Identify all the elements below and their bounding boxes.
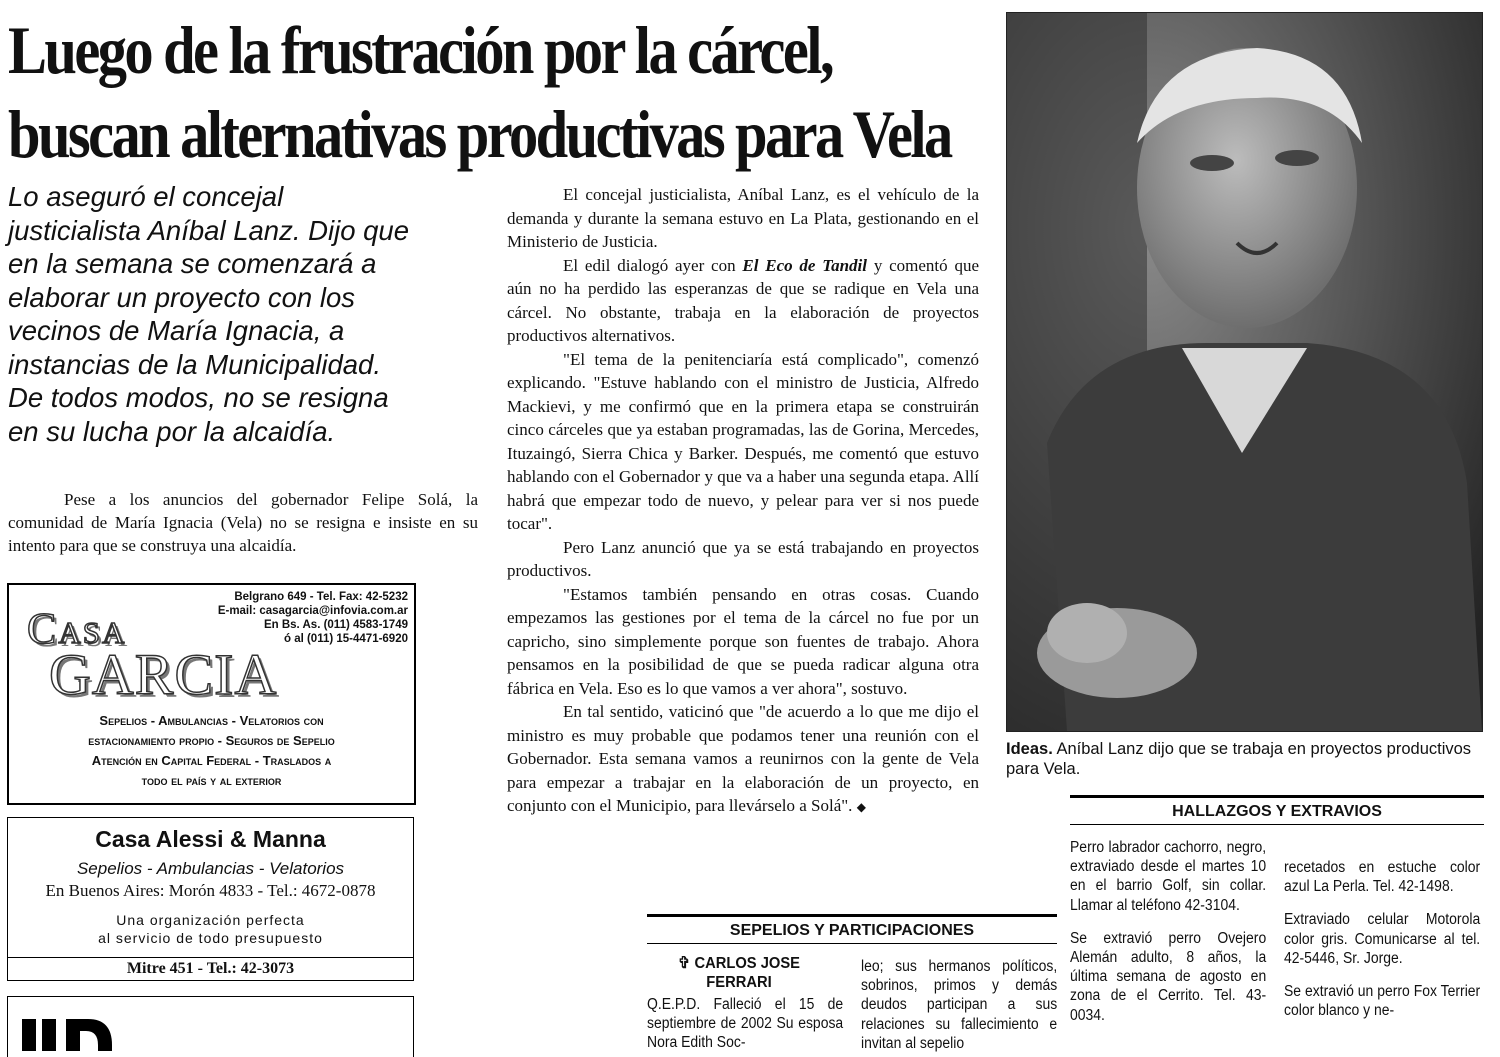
caption-label: Ideas. — [1006, 740, 1053, 758]
address-line: E-mail: casagarcia@infovia.com.ar — [217, 605, 408, 617]
lede-line: en su lucha por la alcaidía. — [8, 415, 336, 447]
article-paragraph: Pero Lanz anunció que ya se está trabajando en proyectos productivos. — [507, 537, 979, 580]
section-rule — [647, 943, 1057, 944]
cross-icon: ✞ — [678, 955, 691, 972]
lede-line: Lo aseguró el concejal — [8, 181, 284, 212]
article-paragraph: "El tema de la penitenciaría está complicado", comenzó explicando. "Estuve hablando con el ministro de Justicia, Alfredo Mackievi, y me confirmó que en la primera etapa se construirán cinco cárceles que ya estaban programadas, las de Gorina, Mercedes, Ituzaingó, Sierra Chica y Barker. Después, me comentó que estuvo hablando con el Gobernador y que va a haber una segunda etapa. Allí habrá que empezar todo de nuevo, y pelear para ver si nos puede tocar". — [507, 349, 979, 533]
lede — [8, 180, 488, 448]
obituary-col-1: Q.E.P.D. Falleció el 15 de septiembre de 2002 Su esposa Nora Edith Soc- — [647, 996, 844, 1052]
classified-ad: Perro labrador cachorro, negro, extraviado desde el martes 10 en el barrio Golf, sin collar. Llamar al teléfono 42-3104. — [1070, 839, 1267, 914]
section-rule — [1070, 824, 1484, 825]
end-mark-icon: ◆ — [856, 800, 866, 814]
ad-garcia-services — [9, 711, 414, 791]
headline-line-1: Luego de la frustración por la cárcel, — [8, 12, 833, 88]
lede-line: elaborar un proyecto con los — [8, 281, 356, 313]
caption-text: Aníbal Lanz dijo que se trabaja en proyectos productivos para Vela. — [1006, 740, 1472, 778]
headline-line-2: buscan alternativas productivas para Vela — [8, 96, 951, 172]
classified-ad: Se extravió perro Ovejero Alemán adulto, 8 años, la última semana de agosto en zona de el Cerrito. Tel. 43-0034. — [1070, 929, 1267, 1024]
sepelios-header: SEPELIOS Y PARTICIPACIONES — [729, 922, 975, 939]
hallazgos-section — [1070, 795, 1484, 825]
article-paragraph: El concejal justicialista, Aníbal Lanz, es el vehículo de la demanda y durante la semana estuvo en La Plata, gestionando en el Ministerio de Justicia. — [507, 185, 979, 251]
address-line: ó al (011) 15-4471-6920 — [283, 633, 408, 645]
photo-anibal-lanz — [1006, 12, 1483, 732]
service-line: Atención en Capital Federal - Traslados a — [91, 753, 332, 768]
ad-alessi-slogan — [8, 911, 413, 947]
obituary-col-2: leo; sus hermanos políticos, sobrinos, primos y demás deudos participan a sus relaciones su fallecimiento e invitan al sepelio — [861, 958, 1058, 1052]
classified-ad: recetados en estuche color azul La Perla. Tel. 42-1498. — [1284, 859, 1481, 896]
classified-ad: Extraviado celular Motorola color gris. Comunicarse al tel. 42-5446, Sr. Jorge. — [1284, 911, 1481, 967]
article-text: El edil dialogó ayer con — [563, 255, 743, 275]
hallazgos-col-1 — [1070, 838, 1266, 1039]
sepelios-section — [647, 914, 1057, 944]
cropped-logo-icon — [8, 997, 128, 1051]
article-text: y comentó que aún no ha perdido las esperanzas de que se radique en Vela una cárcel. No obstante, trabaja en la elaboración de proyectos productivos alternativos. — [507, 255, 979, 345]
newspaper-name: El Eco de Tandil — [742, 255, 868, 275]
hallazgos-header: HALLAZGOS Y EXTRAVIOS — [1172, 803, 1382, 820]
photo-caption — [1006, 739, 1484, 779]
ad-alessi-name: Casa Alessi & Manna — [95, 826, 326, 852]
hallazgos-col-2 — [1284, 858, 1480, 1034]
article-body — [507, 183, 979, 820]
service-line: estacionamiento propio - Seguros de Sepelio — [88, 733, 335, 748]
address-line: En Bs. As. (011) 4583-1749 — [263, 619, 408, 631]
intro-text: Pese a los anuncios del gobernador Felipe Solá, la comunidad de María Ignacia (Vela) no se resigna e insiste en su intento para que se construya una alcaidía. — [8, 490, 478, 555]
obituary-name — [647, 954, 831, 992]
ad-garcia-logo-bottom: GARCIA — [49, 642, 278, 707]
lede-line: en la semana se comenzará a — [8, 248, 377, 279]
headline — [8, 8, 951, 176]
slogan-line: Una organización perfecta — [116, 912, 305, 928]
ad-alessi-footer: Mitre 451 - Tel.: 42-3073 — [8, 957, 413, 980]
lede-line: vecinos de María Ignacia, a — [8, 315, 345, 346]
intro-paragraph — [8, 488, 478, 557]
ad-cropped — [7, 996, 414, 1057]
ad-alessi-services: Sepelios - Ambulancias - Velatorios — [76, 859, 345, 878]
article-paragraph: "Estamos también pensando en otras cosas. Cuando empezamos las gestiones por el tema de la cárcel no fue por un capricho, sino simplemente porque son fuentes de trabajo. Ahora pensamos en la posibilidad de que se pueda radicar alguna otra fábrica en Vela. Eso es lo que vamos a ver ahora", sostuvo. — [507, 584, 979, 698]
address-line: Belgrano 649 - Tel. Fax: 42-5232 — [234, 591, 408, 603]
ad-garcia-address — [218, 590, 408, 646]
ad-casa-garcia — [7, 583, 416, 805]
classified-ad: Se extravió un perro Fox Terrier color blanco y ne- — [1284, 983, 1481, 1020]
article-paragraph — [507, 254, 979, 348]
ad-garcia-logo-top: Casa — [27, 604, 127, 653]
lede-line: instancias de la Municipalidad. — [8, 348, 381, 380]
ad-alessi-address: En Buenos Aires: Morón 4833 - Tel.: 4672-0878 — [45, 881, 376, 900]
service-line: todo el país y al exterior — [141, 773, 282, 788]
lede-line: De todos modos, no se resigna — [8, 382, 389, 413]
obituary-name-line: FERRARI — [706, 974, 772, 991]
article-paragraph — [507, 700, 979, 820]
slogan-line: al servicio de todo presupuesto — [98, 930, 323, 946]
ad-alessi-manna — [7, 817, 414, 981]
article-text: En tal sentido, vaticinó que "de acuerdo a lo que me dijo el ministro es muy probable que podamos tener una reunión con el Gobernador. Esta semana vamos a reunirnos con la gente de Vela para empezar a trabajar en la elaboración de un proyecto, en conjunto con el Municipio, para llevárselo a Solá". — [507, 702, 979, 815]
obituary-name-line: CARLOS JOSE — [694, 955, 800, 972]
lede-line: justicialista Aníbal Lanz. Dijo que — [8, 214, 410, 246]
portrait-illustration — [1007, 13, 1482, 731]
service-line: Sepelios - Ambulancias - Velatorios con — [99, 713, 324, 728]
